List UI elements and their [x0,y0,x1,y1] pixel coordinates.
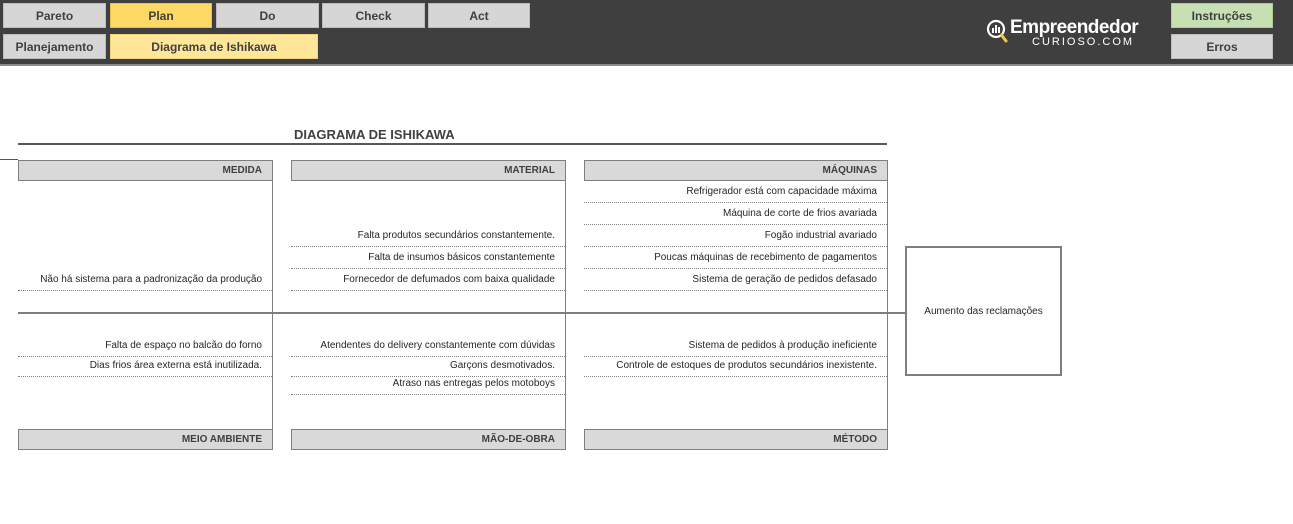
instructions-button[interactable]: Instruções [1171,3,1273,28]
fish-spine [18,312,905,314]
effect-label: Aumento das reclamações [924,305,1043,317]
bone-material-mao-de-obra [565,181,566,429]
cause-item: Sistema de pedidos à produção ineficiente [584,337,887,357]
magnifier-chart-icon [986,19,1008,45]
brand-logo [986,17,1146,49]
cause-item: Poucas máquinas de recebimento de pagamentos [584,249,887,269]
category-material-header: MATERIAL [291,160,566,181]
cause-item: Falta produtos secundários constantemente. [291,227,565,247]
title-underline [18,143,887,145]
cause-item: Dias frios área externa está inutilizada. [18,357,272,377]
cause-item: Garçons desmotivados. [291,357,565,377]
nav-act-button[interactable]: Act [428,3,530,28]
category-maquinas-header: MÁQUINAS [584,160,888,181]
logo-subtext: CURIOSO.COM [1032,36,1135,48]
effect-box [905,246,1062,376]
nav-ishikawa-button[interactable]: Diagrama de Ishikawa [110,34,318,59]
cause-item: Refrigerador está com capacidade máxima [584,183,887,203]
category-metodo-header: MÉTODO [584,429,888,450]
bone-medida-meio-ambiente [272,181,273,429]
cause-item: Não há sistema para a padronização da produção [18,271,272,291]
logo-text: Empreendedor [1010,17,1139,38]
diagram-title: DIAGRAMA DE ISHIKAWA [294,127,455,142]
cause-item: Fogão industrial avariado [584,227,887,247]
category-mao-de-obra-header: MÃO-DE-OBRA [291,429,566,450]
nav-pareto-button[interactable]: Pareto [3,3,106,28]
cell-cursor-mark [0,159,18,160]
cause-item: Atraso nas entregas pelos motoboys [291,375,565,395]
cause-item: Fornecedor de defumados com baixa qualidade [291,271,565,291]
cause-item: Falta de insumos básicos constantemente [291,249,565,269]
nav-plan-button[interactable]: Plan [110,3,212,28]
cause-item: Sistema de geração de pedidos defasado [584,271,887,291]
category-medida-header: MEDIDA [18,160,273,181]
errors-button[interactable]: Erros [1171,34,1273,59]
cause-item: Falta de espaço no balcão do forno [18,337,272,357]
nav-check-button[interactable]: Check [322,3,425,28]
bone-maquinas-metodo [887,181,888,429]
nav-planejamento-button[interactable]: Planejamento [3,34,106,59]
cause-item: Controle de estoques de produtos secundários inexistente. [584,357,887,377]
nav-do-button[interactable]: Do [216,3,319,28]
cause-item: Máquina de corte de frios avariada [584,205,887,225]
category-meio-ambiente-header: MEIO AMBIENTE [18,429,273,450]
cause-item: Atendentes do delivery constantemente com dúvidas [291,337,565,357]
top-navigation-bar [0,0,1293,66]
